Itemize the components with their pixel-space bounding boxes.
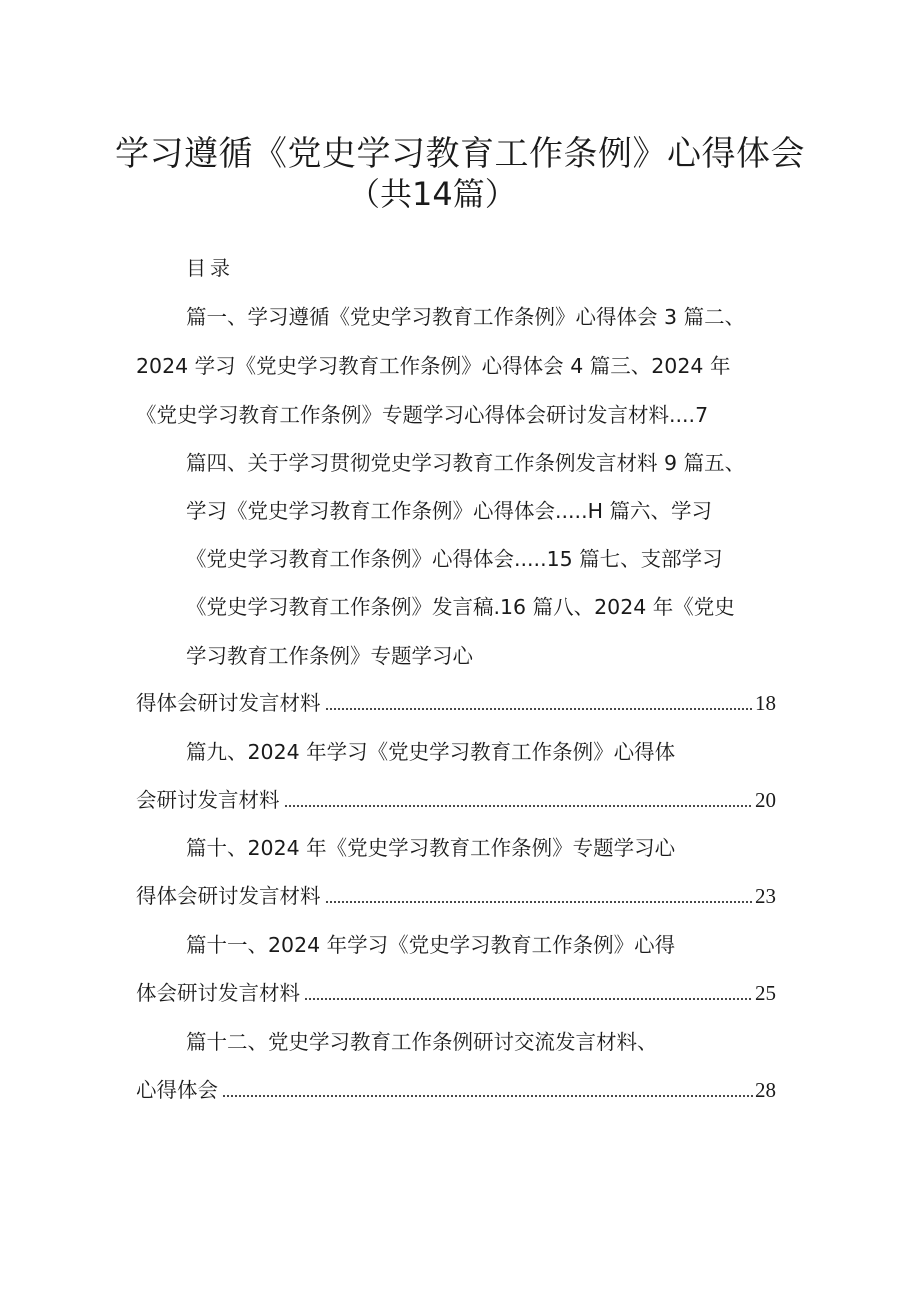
toc-entry-label: 心得体会 [136, 1078, 218, 1102]
document-subtitle-count: （共14篇） [348, 175, 517, 213]
toc-page-number: 28 [755, 1078, 776, 1102]
toc-entry-leader [136, 978, 776, 1008]
toc-entry-leader [136, 881, 776, 911]
toc-line: 篇四、关于学习贯彻党史学习教育工作条例发言材料 9 篇五、 [186, 451, 746, 475]
toc-line: 2024 学习《党史学习教育工作条例》心得体会 4 篇三、2024 年 [136, 354, 731, 378]
toc-page-number: 23 [755, 884, 776, 908]
toc-line: 《党史学习教育工作条例》心得体会.....15 篇七、支部学习 [186, 547, 723, 571]
toc-heading: 目录 [186, 256, 234, 280]
toc-page-number: 20 [755, 788, 776, 812]
toc-line: 《党史学习教育工作条例》发言稿.16 篇八、2024 年《党史 [186, 595, 735, 619]
leader-dots [325, 707, 754, 711]
toc-line: 篇一、学习遵循《党史学习教育工作条例》心得体会 3 篇二、 [186, 305, 746, 329]
toc-entry-first-line: 篇十一、2024 年学习《党史学习教育工作条例》心得 [186, 933, 676, 957]
toc-entry-first-line: 篇十、2024 年《党史学习教育工作条例》专题学习心 [186, 836, 676, 860]
toc-line: 学习《党史学习教育工作条例》心得体会.....H 篇六、学习 [186, 499, 713, 523]
toc-entry-first-line: 篇九、2024 年学习《党史学习教育工作条例》心得体 [186, 740, 676, 764]
toc-entry-label: 体会研讨发言材料 [136, 981, 300, 1005]
toc-page-number: 25 [755, 981, 776, 1005]
toc-entry-first-line: 篇十二、党史学习教育工作条例研讨交流发言材料、 [186, 1030, 658, 1054]
toc-line: 《党史学习教育工作条例》专题学习心得体会研讨发言材料....7 [136, 403, 709, 427]
document-title: 学习遵循《党史学习教育工作条例》心得体会 [115, 134, 805, 174]
toc-entry-leader [136, 688, 776, 718]
toc-line: 学习教育工作条例》专题学习心 [186, 644, 473, 668]
toc-entry-label: 得体会研讨发言材料 [136, 691, 321, 715]
leader-dots [222, 1094, 753, 1098]
toc-entry-label: 会研讨发言材料 [136, 788, 280, 812]
toc-entry-label: 得体会研讨发言材料 [136, 884, 321, 908]
leader-dots [284, 804, 754, 808]
toc-entry-leader [136, 785, 776, 815]
leader-dots [325, 900, 754, 904]
leader-dots [304, 997, 753, 1001]
toc-page-number: 18 [755, 691, 776, 715]
toc-entry-leader [136, 1075, 776, 1105]
